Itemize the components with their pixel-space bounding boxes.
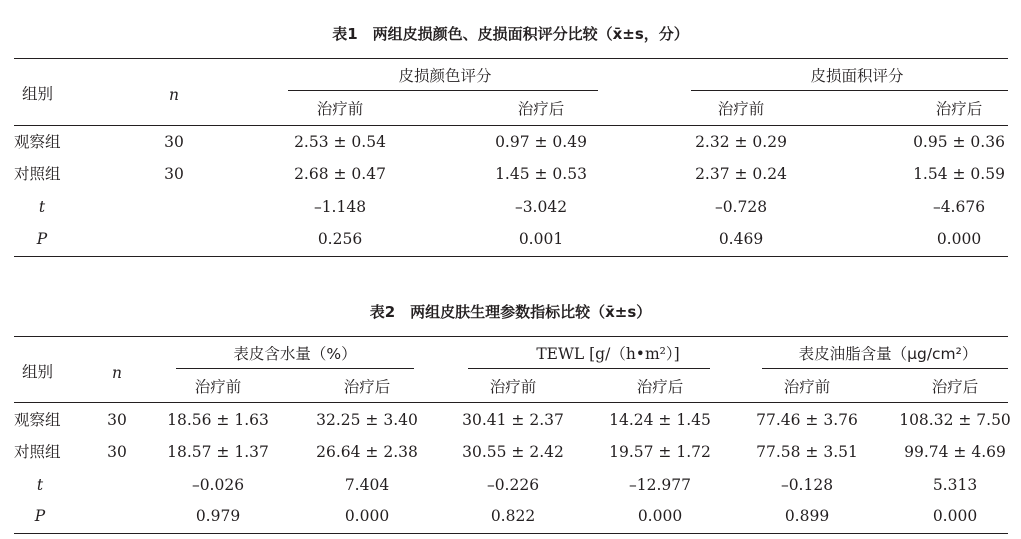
table1-header-sub1: 治疗前: [316, 100, 364, 118]
table2-cell: 108.32 ± 7.50: [899, 411, 1011, 429]
table1-header-span2: 皮损面积评分: [810, 67, 904, 85]
table1-header-n: n: [169, 86, 179, 104]
table2-header-span1: 表皮含水量（%）: [233, 345, 357, 363]
table2-cell: –0.226: [486, 476, 540, 494]
table2-cell: 77.46 ± 3.76: [756, 411, 858, 429]
table2-cell: –0.026: [191, 476, 245, 494]
table1-cell: 2.68 ± 0.47: [294, 165, 386, 183]
table1-cell: 0.001: [518, 230, 564, 248]
table1-cell: 1.45 ± 0.53: [495, 165, 587, 183]
table1-cell: 0.000: [936, 230, 982, 248]
table1-row-label: t: [38, 198, 46, 216]
table1-cell: 1.54 ± 0.59: [913, 165, 1005, 183]
table1-cell-n: 30: [164, 133, 184, 151]
table2-row-label: 对照组: [14, 443, 61, 461]
table2-header-span3: 表皮油脂含量（μg/cm²）: [798, 345, 978, 363]
table1-header-sub3: 治疗前: [717, 100, 765, 118]
table2-top-rule: [14, 336, 1008, 337]
table2-header-group: 组别: [22, 363, 54, 381]
table2-cell: 0.899: [784, 507, 830, 525]
table2-cell-n: 30: [107, 443, 127, 461]
table1-cell: –4.676: [932, 198, 986, 216]
table1-caption: 表1 两组皮损颜色、皮损面积评分比较（x̄±s，分）: [332, 25, 689, 43]
table2-cell: 32.25 ± 3.40: [316, 411, 418, 429]
table2-cell: 26.64 ± 2.38: [316, 443, 418, 461]
table2-cell: 0.000: [932, 507, 978, 525]
table2-cell: 0.979: [195, 507, 241, 525]
table1-row-label: 对照组: [14, 165, 61, 183]
table2-row-label: P: [34, 507, 46, 525]
table2-header-sub1: 治疗前: [194, 378, 242, 396]
table2-row-label: t: [36, 476, 44, 494]
table2-cell: 18.56 ± 1.63: [167, 411, 269, 429]
table1-cell: 0.95 ± 0.36: [913, 133, 1005, 151]
table1-cell: 0.469: [718, 230, 764, 248]
table2-cell: 0.000: [344, 507, 390, 525]
table1-bottom-rule: [14, 256, 1008, 257]
table2-row-label: 观察组: [14, 411, 61, 429]
table2-header-sub4: 治疗后: [636, 378, 684, 396]
table1-row-label: P: [36, 230, 48, 248]
table2-cell: 0.000: [637, 507, 683, 525]
table1-span1-rule: [288, 90, 598, 91]
table2-span3-rule: [762, 368, 1008, 369]
table1-cell: 0.256: [317, 230, 363, 248]
table2-header-span2: TEWL [g/（h•m²）]: [536, 345, 680, 363]
table2-cell: 0.822: [490, 507, 536, 525]
table1-span2-rule: [691, 90, 1008, 91]
table1-header-sub2: 治疗后: [517, 100, 565, 118]
table2-cell: 19.57 ± 1.72: [609, 443, 711, 461]
table2-cell: –0.128: [780, 476, 834, 494]
table2-header-sub5: 治疗前: [783, 378, 831, 396]
table2-caption: 表2 两组皮肤生理参数指标比较（x̄±s）: [369, 303, 652, 321]
table2-cell: 99.74 ± 4.69: [904, 443, 1006, 461]
table2-span2-rule: [468, 368, 710, 369]
table1-cell-n: 30: [164, 165, 184, 183]
table2-span1-rule: [176, 368, 414, 369]
table1-cell: 2.32 ± 0.29: [695, 133, 787, 151]
table1-cell: 0.97 ± 0.49: [495, 133, 587, 151]
table2-cell-n: 30: [107, 411, 127, 429]
table1-cell: 2.53 ± 0.54: [294, 133, 386, 151]
table1-header-rule: [14, 125, 1008, 126]
table2-header-rule: [14, 402, 1008, 403]
table2-cell: 18.57 ± 1.37: [167, 443, 269, 461]
table2-cell: 30.41 ± 2.37: [462, 411, 564, 429]
table2-cell: –12.977: [629, 476, 691, 494]
table2-header-sub3: 治疗前: [489, 378, 537, 396]
table1-cell: –1.148: [313, 198, 367, 216]
table1-cell: –3.042: [514, 198, 568, 216]
table2-cell: 77.58 ± 3.51: [756, 443, 858, 461]
table2-cell: 7.404: [344, 476, 390, 494]
table1-cell: –0.728: [714, 198, 768, 216]
table1-cell: 2.37 ± 0.24: [695, 165, 787, 183]
table2-header-n: n: [112, 364, 122, 382]
table2-cell: 30.55 ± 2.42: [462, 443, 564, 461]
table1-header-group: 组别: [22, 85, 54, 103]
table1-top-rule: [14, 58, 1008, 59]
table1-header-span1: 皮损颜色评分: [398, 67, 492, 85]
table1-header-sub4: 治疗后: [935, 100, 983, 118]
table2-cell: 14.24 ± 1.45: [609, 411, 711, 429]
table2-bottom-rule: [14, 533, 1008, 534]
table2-cell: 5.313: [932, 476, 978, 494]
table2-header-sub6: 治疗后: [931, 378, 979, 396]
table2-header-sub2: 治疗后: [343, 378, 391, 396]
table1-row-label: 观察组: [14, 133, 61, 151]
